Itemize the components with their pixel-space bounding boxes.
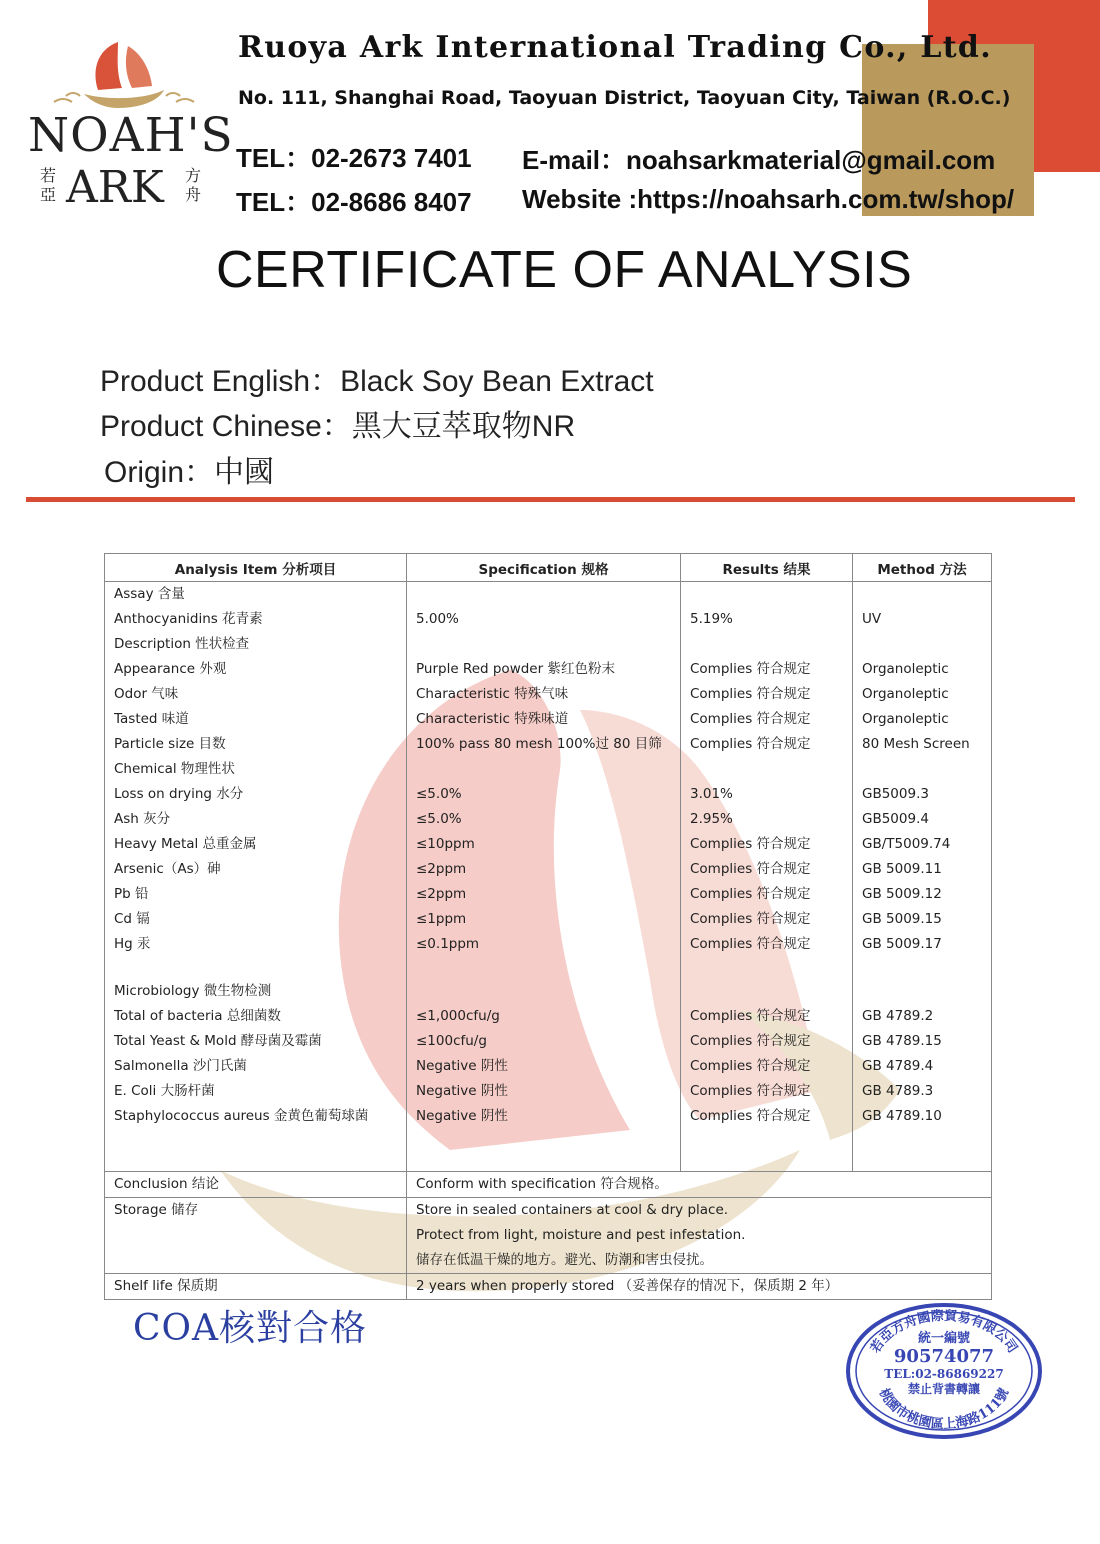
- item-cell: Heavy Metal 总重金属: [105, 832, 407, 857]
- spec-cell: ≤10ppm: [407, 832, 681, 857]
- spec-cell: Negative 阴性: [407, 1054, 681, 1079]
- table-row: [105, 832, 992, 857]
- seal-number: 90574077: [893, 1346, 995, 1367]
- website-link[interactable]: Website :https://noahsarh.com.tw/shop/: [522, 184, 1015, 214]
- shelf-life-value: 2 years when properly stored （妥善保存的情况下，保质期 2 年）: [407, 1273, 992, 1299]
- storage-label: Storage 储存: [105, 1197, 407, 1223]
- header-divider: [26, 497, 1075, 502]
- email-address[interactable]: E-mail：noahsarkmaterial@gmail.com: [522, 145, 996, 175]
- spec-cell: 5.00%: [407, 607, 681, 632]
- logo-chinese-right: 方舟: [185, 166, 202, 204]
- conclusion-row: [105, 1171, 992, 1197]
- method-cell: GB 4789.3: [853, 1079, 992, 1104]
- spec-cell: ≤5.0%: [407, 807, 681, 832]
- item-cell: E. Coli 大肠杆菌: [105, 1079, 407, 1104]
- spec-cell: ≤5.0%: [407, 782, 681, 807]
- spec-cell: Characteristic 特殊味道: [407, 707, 681, 732]
- item-cell: Total of bacteria 总细菌数: [105, 1004, 407, 1029]
- table-row: [105, 1079, 992, 1104]
- shelf-life-row: [105, 1273, 992, 1299]
- item-cell: Loss on drying 水分: [105, 782, 407, 807]
- result-cell: Complies 符合规定: [681, 682, 853, 707]
- result-cell: Complies 符合规定: [681, 707, 853, 732]
- table-row: [105, 782, 992, 807]
- result-cell: 5.19%: [681, 607, 853, 632]
- company-name: Ruoya Ark International Trading Co., Ltd.: [238, 30, 992, 65]
- spec-cell: Purple Red powder 紫红色粉末: [407, 657, 681, 682]
- conclusion-label: Conclusion 结论: [105, 1171, 407, 1197]
- logo-chinese-left: 若亞: [40, 166, 57, 204]
- result-cell: Complies 符合规定: [681, 857, 853, 882]
- table-row: [105, 807, 992, 832]
- item-cell: Total Yeast & Mold 酵母菌及霉菌: [105, 1029, 407, 1054]
- seal-note: 禁止背書轉讓: [907, 1382, 981, 1396]
- table-row: [105, 857, 992, 882]
- logo-wordmark-ark: ARK: [66, 162, 164, 213]
- storage-row: [105, 1197, 992, 1223]
- table-row: [105, 682, 992, 707]
- table-row: [105, 657, 992, 682]
- table-row: [105, 732, 992, 757]
- logo-wordmark: NOAH'S: [28, 108, 234, 163]
- column-header: Method 方法: [853, 554, 992, 582]
- seal-line-1: 統一編號: [917, 1331, 971, 1346]
- seal-top-text: 若亞方舟國際貿易有限公司: [868, 1308, 1020, 1356]
- document-title: CERTIFICATE OF ANALYSIS: [216, 241, 913, 299]
- item-cell: Salmonella 沙门氏菌: [105, 1054, 407, 1079]
- analysis-table: [104, 553, 992, 1300]
- result-cell: Complies 符合规定: [681, 732, 853, 757]
- method-cell: GB/T5009.74: [853, 832, 992, 857]
- shelf-life-label: Shelf life 保质期: [105, 1273, 407, 1299]
- method-cell: GB 4789.15: [853, 1029, 992, 1054]
- method-cell: GB 4789.2: [853, 1004, 992, 1029]
- method-cell: 80 Mesh Screen: [853, 732, 992, 757]
- result-cell: Complies 符合规定: [681, 907, 853, 932]
- item-cell: Arsenic（As）砷: [105, 857, 407, 882]
- item-cell: Appearance 外观: [105, 657, 407, 682]
- table-row: [105, 1029, 992, 1054]
- section-heading: Description 性状检查: [105, 632, 407, 657]
- result-cell: 2.95%: [681, 807, 853, 832]
- spec-cell: ≤1ppm: [407, 907, 681, 932]
- result-cell: Complies 符合规定: [681, 1004, 853, 1029]
- seal-telephone: TEL:02-86869227: [884, 1367, 1004, 1381]
- method-cell: Organoleptic: [853, 707, 992, 732]
- result-cell: Complies 符合规定: [681, 932, 853, 957]
- table-row: [105, 607, 992, 632]
- table-header-row: [105, 554, 992, 582]
- telephone-2: TEL：02-8686 8407: [236, 187, 472, 217]
- item-cell: Hg 汞: [105, 932, 407, 957]
- method-cell: GB 5009.12: [853, 882, 992, 907]
- table-row: [105, 932, 992, 957]
- item-cell: Anthocyanidins 花青素: [105, 607, 407, 632]
- telephone-1: TEL：02-2673 7401: [236, 143, 472, 173]
- item-cell: Particle size 目数: [105, 732, 407, 757]
- conclusion-value: Conform with specification 符合规格。: [407, 1171, 992, 1197]
- table-row: [105, 907, 992, 932]
- spec-cell: Negative 阴性: [407, 1079, 681, 1104]
- item-cell: Ash 灰分: [105, 807, 407, 832]
- result-cell: Complies 符合规定: [681, 1029, 853, 1054]
- method-cell: GB5009.3: [853, 782, 992, 807]
- seal-bottom-text: 桃園市桃園區上海路111號: [875, 1386, 1013, 1433]
- item-cell: Odor 气味: [105, 682, 407, 707]
- result-cell: Complies 符合规定: [681, 832, 853, 857]
- spec-cell: ≤100cfu/g: [407, 1029, 681, 1054]
- method-cell: GB 5009.15: [853, 907, 992, 932]
- storage-line: Protect from light, moisture and pest infestation.: [407, 1223, 992, 1248]
- item-cell: Pb 铅: [105, 882, 407, 907]
- method-cell: Organoleptic: [853, 657, 992, 682]
- method-cell: GB 5009.11: [853, 857, 992, 882]
- result-cell: Complies 符合规定: [681, 882, 853, 907]
- product-english: Product English：Black Soy Bean Extract: [100, 365, 654, 398]
- method-cell: GB 4789.4: [853, 1054, 992, 1079]
- spec-cell: ≤2ppm: [407, 882, 681, 907]
- product-origin: Origin：中國: [104, 456, 275, 489]
- storage-line: Store in sealed containers at cool & dry place.: [407, 1197, 992, 1223]
- table-row: [105, 1004, 992, 1029]
- spec-cell: ≤2ppm: [407, 857, 681, 882]
- storage-line: 储存在低温干燥的地方。避光、防潮和害虫侵扰。: [407, 1248, 992, 1274]
- item-cell: Cd 镉: [105, 907, 407, 932]
- product-chinese: Product Chinese：黑大豆萃取物NR: [100, 410, 576, 443]
- result-cell: 3.01%: [681, 782, 853, 807]
- method-cell: GB 5009.17: [853, 932, 992, 957]
- spec-cell: ≤0.1ppm: [407, 932, 681, 957]
- result-cell: Complies 符合规定: [681, 1079, 853, 1104]
- item-cell: Staphylococcus aureus 金黄色葡萄球菌: [105, 1104, 407, 1129]
- table-row: [105, 1054, 992, 1079]
- company-seal: [844, 1300, 1044, 1442]
- column-header: Specification 规格: [407, 554, 681, 582]
- section-heading: Assay 含量: [105, 582, 407, 608]
- spec-cell: Characteristic 特殊气味: [407, 682, 681, 707]
- result-cell: Complies 符合规定: [681, 657, 853, 682]
- section-heading: Microbiology 微生物检测: [105, 979, 407, 1004]
- item-cell: Tasted 味道: [105, 707, 407, 732]
- coa-approval-stamp: COA核對合格: [133, 1308, 368, 1349]
- column-header: Analysis Item 分析项目: [105, 554, 407, 582]
- company-address: No. 111, Shanghai Road, Taoyuan District, Taoyuan City, Taiwan (R.O.C.): [238, 87, 1011, 109]
- method-cell: GB5009.4: [853, 807, 992, 832]
- spec-cell: ≤1,000cfu/g: [407, 1004, 681, 1029]
- spec-cell: Negative 阴性: [407, 1104, 681, 1129]
- method-cell: UV: [853, 607, 992, 632]
- method-cell: Organoleptic: [853, 682, 992, 707]
- section-heading: Chemical 物理性状: [105, 757, 407, 782]
- table-row: [105, 882, 992, 907]
- result-cell: Complies 符合规定: [681, 1104, 853, 1129]
- spec-cell: 100% pass 80 mesh 100%过 80 目筛: [407, 732, 681, 757]
- method-cell: GB 4789.10: [853, 1104, 992, 1129]
- table-row: [105, 707, 992, 732]
- result-cell: Complies 符合规定: [681, 1054, 853, 1079]
- column-header: Results 结果: [681, 554, 853, 582]
- table-row: [105, 1104, 992, 1129]
